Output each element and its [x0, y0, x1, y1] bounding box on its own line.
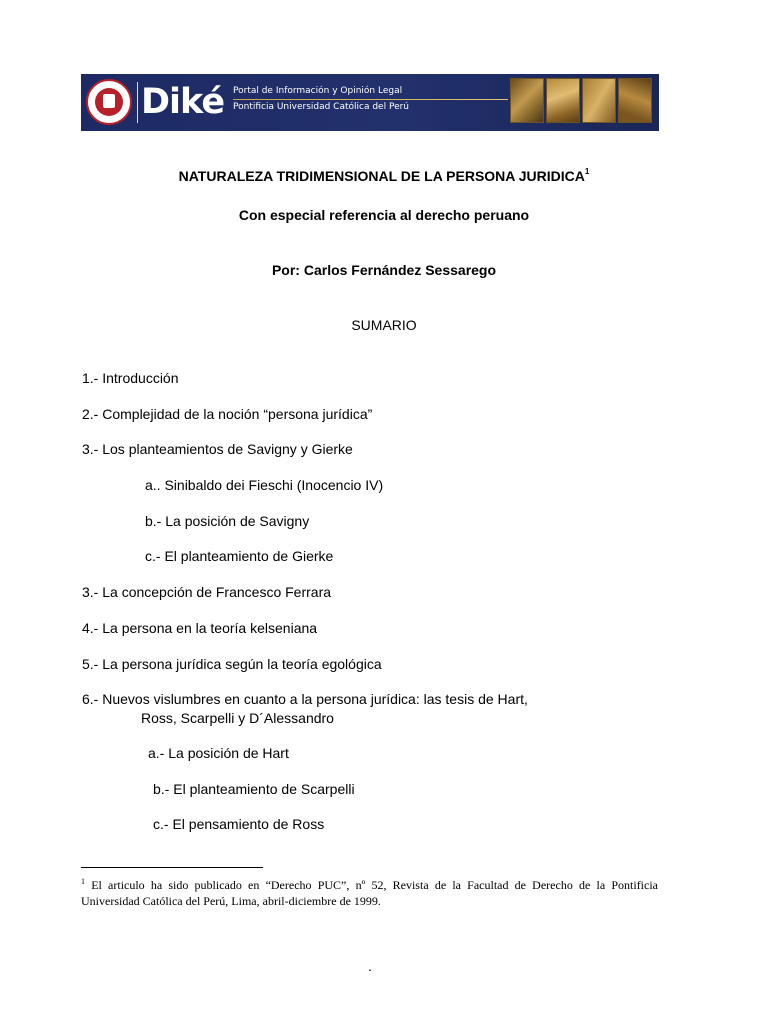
summary-item: 5.- La persona jurídica según la teoría egológica — [82, 656, 382, 672]
footnote-separator — [81, 867, 263, 868]
summary-subitem: a.- La posición de Hart — [148, 745, 289, 761]
artwork-thumb — [582, 78, 616, 123]
footnote: $^1$ El articulo ha sido publicado en “Derecho PUC”, nº 52, Revista de la Facultad de Derecho de la Pontificia Universidad Católica del Perú, Lima, abril-diciembre de 1999. — [81, 877, 659, 908]
portal-university: Pontificia Universidad Católica del Perú — [233, 102, 410, 112]
summary-item: 4.- La persona en la teoría kelseniana — [82, 620, 318, 636]
summary-subitem: a.. Sinibaldo dei Fieschi (Inocencio IV) — [145, 477, 384, 493]
dike-banner — [81, 74, 659, 131]
banner-rule — [233, 99, 508, 100]
footnote-reference: 1 — [584, 167, 590, 177]
artwork-thumb — [618, 78, 652, 123]
summary-subitem: c.- El planteamiento de Gierke — [145, 548, 334, 564]
summary-item-continuation: Ross, Scarpelli y D´Alessandro — [141, 710, 334, 726]
dike-logo: Diké — [141, 82, 225, 122]
portal-title: Portal de Información y Opinión Legal — [233, 86, 403, 96]
artwork-thumb — [510, 78, 544, 123]
footnote-number: 1 — [81, 877, 85, 886]
summary-subitem: b.- El planteamiento de Scarpelli — [153, 781, 355, 797]
banner-divider — [137, 82, 138, 123]
document-title: NATURALEZA TRIDIMENSIONAL DE LA PERSONA JURIDICA$^1$ — [178, 167, 590, 184]
summary-item: 2.- Complejidad de la noción “persona jurídica” — [82, 406, 373, 422]
document-author: Por: Carlos Fernández Sessarego — [271, 262, 497, 278]
summary-heading: SUMARIO — [351, 317, 417, 333]
summary-subitem: b.- La posición de Savigny — [145, 513, 310, 529]
page-mark: . — [368, 958, 372, 974]
university-seal-logo — [86, 79, 132, 125]
summary-subitem: c.- El pensamiento de Ross — [153, 816, 325, 832]
document-subtitle: Con especial referencia al derecho peruano — [238, 207, 530, 223]
summary-item: 6.- Nuevos vislumbres en cuanto a la persona jurídica: las tesis de Hart, — [82, 691, 528, 707]
artwork-thumb — [546, 78, 580, 123]
summary-item: 3.- Los planteamientos de Savigny y Gierke — [82, 441, 353, 457]
summary-item: 3.- La concepción de Francesco Ferrara — [82, 584, 332, 600]
summary-item: 1.- Introducción — [82, 370, 179, 386]
